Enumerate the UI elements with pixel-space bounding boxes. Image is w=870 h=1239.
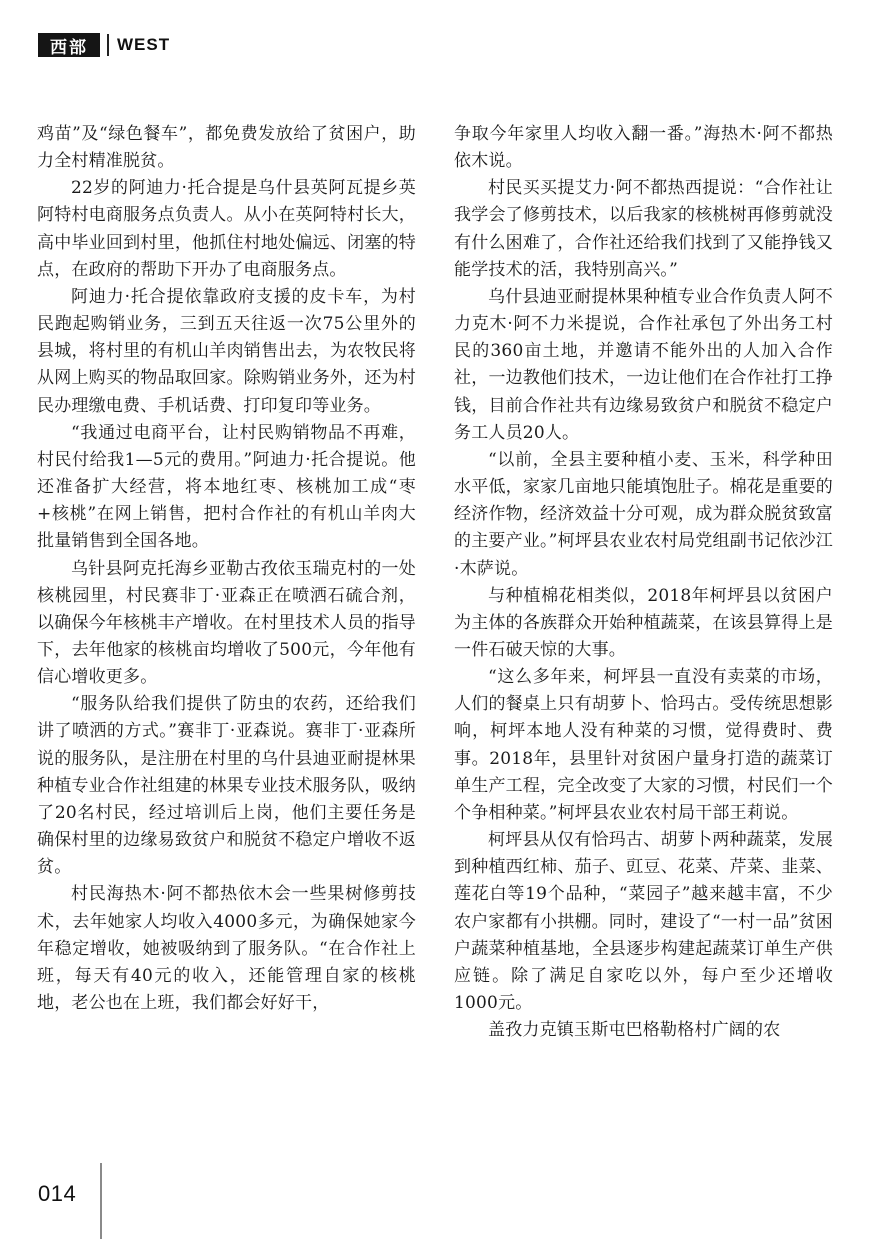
- right-column: [454, 121, 833, 1044]
- paragraph: 争取今年家里人均收入翻一番。”海热木·阿不都热依木说。: [454, 124, 833, 172]
- left-column: [37, 121, 416, 1017]
- paragraph: 盖孜力克镇玉斯屯巴格勒格村广阔的农: [488, 1020, 781, 1041]
- paragraph: 乌针县阿克托海乡亚勒古孜依玉瑞克村的一处核桃园里，村民赛非丁·亚森正在喷洒石硫合剂，以确保今年核桃丰产增收。在村里技术人员的指导下，去年他家的核桃亩均增收了500元，今年他有信心增收更多。: [37, 558, 416, 688]
- paragraph: 村民海热木·阿不都热依木会一些果树修剪技术，去年她家人均收入4000多元，为确保她家今年稳定增收，她被吸纳到了服务队。“在合作社上班，每天有40元的收入，还能管理自家的核桃地，老公也在上班，我们都会好好干，: [37, 884, 416, 1013]
- page-header: [38, 32, 170, 58]
- paragraph: 乌什县迪亚耐提林果种植专业合作负责人阿不力克木·阿不力米提说，合作社承包了外出务工村民的360亩土地，并邀请不能外出的人加入合作社，一边教他们技术，一边让他们在合作社打工挣钱，目前合作社共有边缘易致贫户和脱贫不稳定户务工人员20人。: [454, 286, 833, 443]
- paragraph: 阿迪力·托合提依靠政府支援的皮卡车，为村民跑起购销业务，三到五天往返一次75公里外的县城，将村里的有机山羊肉销售出去，为农牧民将从网上购买的物品取回家。除购销业务外，还为村民办理缴电费、手机话费、打印复印等业务。: [37, 286, 416, 416]
- magazine-logo: [38, 33, 100, 57]
- paragraph: “服务队给我们提供了防虫的农药，还给我们讲了喷洒的方式。”赛非丁·亚森说。赛非丁·亚森所说的服务队，是注册在村里的乌什县迪亚耐提林果种植专业合作社组建的林果专业技术服务队，吸纳了20名村民，经过培训后上岗，他们主要任务是确保村里的边缘易致贫户和脱贫不稳定户增收不返贫。: [37, 694, 416, 878]
- paragraph: “以前，全县主要种植小麦、玉米，科学种田水平低，家家几亩地只能填饱肚子。棉花是重要的经济作物，经济效益十分可观，成为群众脱贫致富的主要产业。”柯坪县农业农村局党组副书记依沙江·木萨说。: [454, 449, 833, 579]
- paragraph: “这么多年来，柯坪县一直没有卖菜的市场，人们的餐桌上只有胡萝卜、恰玛古。受传统思想影响，柯坪本地人没有种菜的习惯，觉得费时、费事。2018年，县里针对贫困户量身打造的蔬菜订单生产工程，完全改变了大家的习惯，村民们一个个争相种菜。”柯坪县农业农村局干部王莉说。: [454, 667, 833, 823]
- paragraph: 与种植棉花相类似，2018年柯坪县以贫困户为主体的各族群众开始种植蔬菜，在该县算得上是一件石破天惊的大事。: [454, 585, 833, 660]
- paragraph: 鸡苗”及“绿色餐车”，都免费发放给了贫困户，助力全村精准脱贫。: [37, 124, 416, 172]
- header-divider: [107, 34, 109, 56]
- logo-text: 西部: [50, 37, 88, 58]
- paragraph: 柯坪县从仅有恰玛古、胡萝卜两种蔬菜，发展到种植西红柿、茄子、豇豆、花菜、芹菜、韭菜、莲花白等19个品种，“菜园子”越来越丰富，不少农户家都有小拱棚。同时，建设了“一村一品”贫困户蔬菜种植基地，全县逐步构建起蔬菜订单生产供应链。除了满足自家吃以外，每户至少还增收1000元。: [454, 830, 833, 1013]
- section-name: WEST: [117, 35, 171, 54]
- paragraph: 22岁的阿迪力·托合提是乌什县英阿瓦提乡英阿特村电商服务点负责人。从小在英阿特村长大，高中毕业回到村里，他抓住村地处偏远、闭塞的特点，在政府的帮助下开办了电商服务点。: [37, 178, 416, 280]
- paragraph: “我通过电商平台，让村民购销物品不再难，村民付给我1—5元的费用。”阿迪力·托合提说。他还准备扩大经营，将本地红枣、核桃加工成“枣+核桃”在网上销售，把村合作社的有机山羊肉大批量销售到全国各地。: [37, 422, 416, 552]
- paragraph: 村民买买提艾力·阿不都热西提说：“合作社让我学会了修剪技术，以后我家的核桃树再修剪就没有什么困难了，合作社还给我们找到了又能挣钱又能学技术的活，我特别高兴。”: [454, 178, 833, 280]
- page-number: 014: [38, 1181, 77, 1206]
- footer-divider: [100, 1163, 102, 1239]
